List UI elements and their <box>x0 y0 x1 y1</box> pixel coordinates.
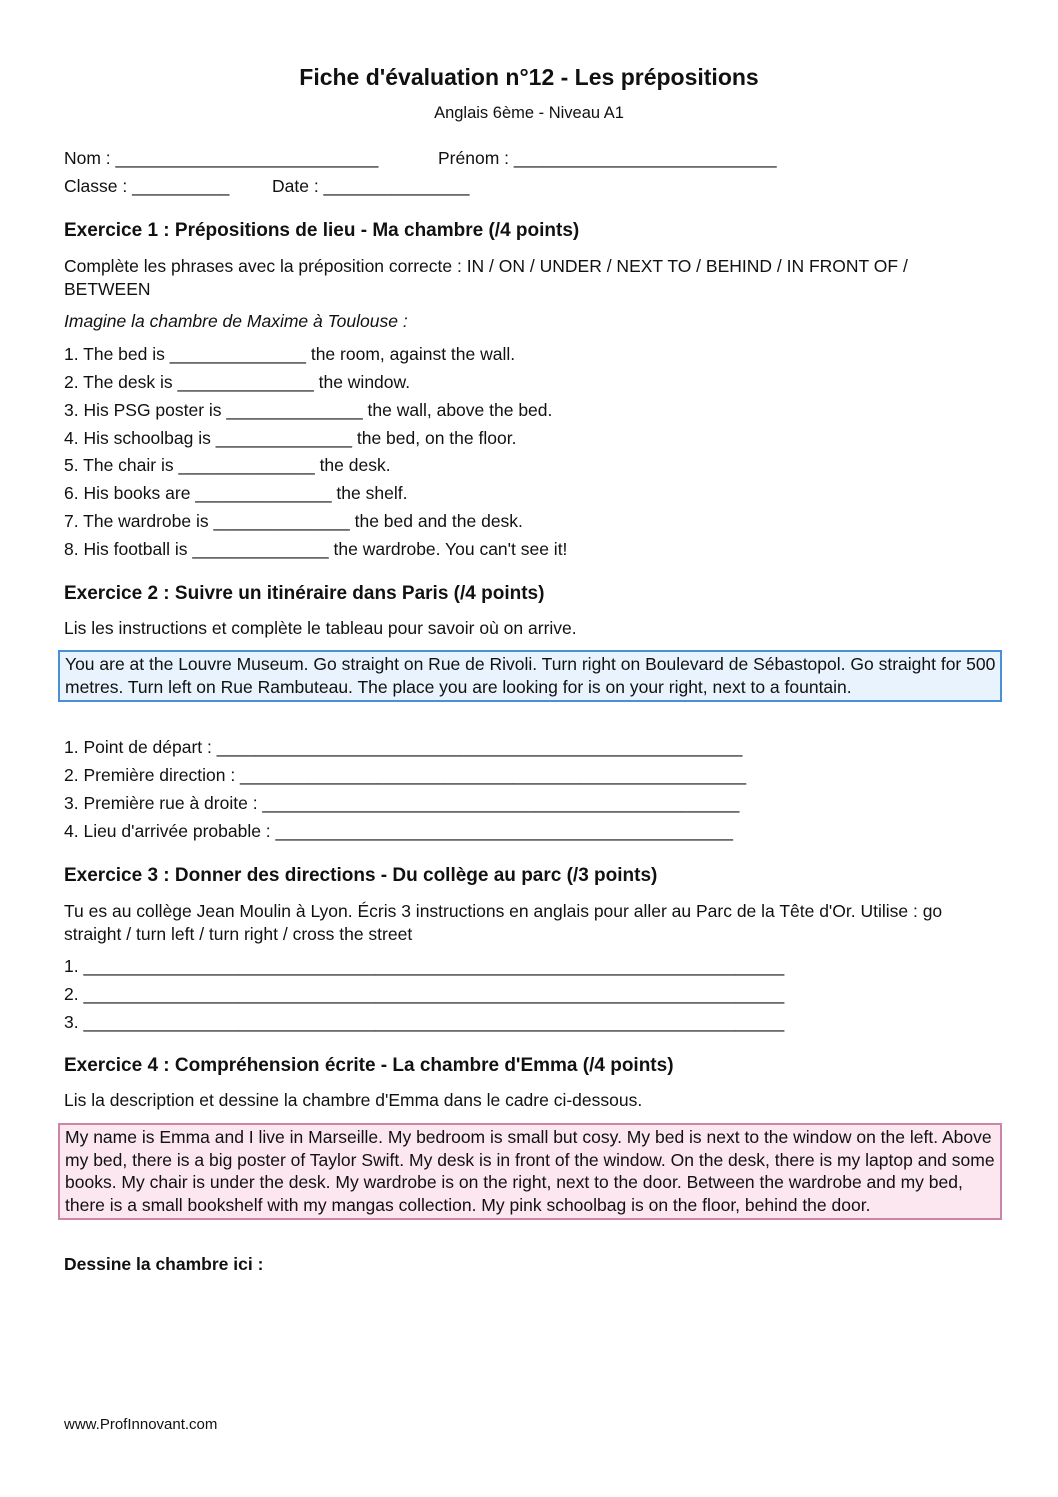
exercise1-item[interactable]: 1. The bed is ______________ the room, against the wall. <box>64 344 516 364</box>
exercise3-title: Exercice 3 : Donner des directions - Du collège au parc (/3 points) <box>64 865 658 886</box>
exercise1-context: Imagine la chambre de Maxime à Toulouse : <box>64 311 408 331</box>
prenom-field[interactable]: Prénom : ___________________________ <box>438 148 777 168</box>
exercise3-item[interactable]: 3. ________________________________________________________________________ <box>64 1012 785 1032</box>
exercise1-item[interactable]: 5. The chair is ______________ the desk. <box>64 455 391 475</box>
exercise3-instruction: Tu es au collège Jean Moulin à Lyon. Écris 3 instructions en anglais pour aller au Parc de la Tête d'Or. Utilise : go straight / turn left / turn right / cross the street <box>64 901 943 944</box>
exercise2-instruction: Lis les instructions et complète le tableau pour savoir où on arrive. <box>64 618 577 638</box>
exercise1-item[interactable]: 7. The wardrobe is ______________ the bed and the desk. <box>64 511 523 531</box>
exercise3-item[interactable]: 1. ________________________________________________________________________ <box>64 956 785 976</box>
exercise4-description-box: My name is Emma and I live in Marseille. My bedroom is small but cosy. My bed is next to the window on the left. Above my bed, there is a big poster of Taylor Swift. My desk is in front of the window. On the desk, there is my laptop and some books. My chair is under the desk. My wardrobe is on the right, next to the door. Between the wardrobe and my bed, there is a small bookshelf with my mangas collection. My pink schoolbag is on the floor, behind the door. <box>58 1123 1002 1220</box>
exercise4-instruction: Lis la description et dessine la chambre d'Emma dans le cadre ci-dessous. <box>64 1090 643 1110</box>
nom-field[interactable]: Nom : ___________________________ <box>64 148 379 168</box>
exercise4-title: Exercice 4 : Compréhension écrite - La chambre d'Emma (/4 points) <box>64 1055 674 1076</box>
classe-field[interactable]: Classe : __________ <box>64 176 230 196</box>
footer-website: www.ProfInnovant.com <box>64 1416 218 1433</box>
exercise3-item[interactable]: 2. ________________________________________________________________________ <box>64 984 785 1004</box>
exercise2-item[interactable]: 2. Première direction : ____________________________________________________ <box>64 765 747 785</box>
exercise1-item[interactable]: 8. His football is ______________ the wardrobe. You can't see it! <box>64 539 568 559</box>
exercise1-item[interactable]: 3. His PSG poster is ______________ the wall, above the bed. <box>64 400 553 420</box>
page-subtitle: Anglais 6ème - Niveau A1 <box>434 104 624 122</box>
exercise2-item[interactable]: 4. Lieu d'arrivée probable : _______________________________________________ <box>64 821 733 841</box>
exercise1-item[interactable]: 2. The desk is ______________ the window. <box>64 372 411 392</box>
exercise1-item[interactable]: 4. His schoolbag is ______________ the bed, on the floor. <box>64 428 517 448</box>
exercise1-title: Exercice 1 : Prépositions de lieu - Ma chambre (/4 points) <box>64 220 580 241</box>
page-title: Fiche d'évaluation n°12 - Les prépositions <box>299 64 759 90</box>
exercise2-item[interactable]: 3. Première rue à droite : _________________________________________________ <box>64 793 740 813</box>
exercise1-item[interactable]: 6. His books are ______________ the shelf. <box>64 483 408 503</box>
exercise1-instruction: Complète les phrases avec la préposition correcte : IN / ON / UNDER / NEXT TO / BEHIND / IN FRONT OF / BETWEEN <box>64 256 908 299</box>
exercise4-draw-label: Dessine la chambre ici : <box>64 1254 264 1274</box>
exercise2-directions-box: You are at the Louvre Museum. Go straight on Rue de Rivoli. Turn right on Boulevard de Sébastopol. Go straight for 500 metres. Turn left on Rue Rambuteau. The place you are looking for is on your right, next to a fountain. <box>58 650 1002 702</box>
drawing-area[interactable] <box>64 1285 994 1395</box>
exercise2-item[interactable]: 1. Point de départ : ______________________________________________________ <box>64 737 743 757</box>
exercise2-title: Exercice 2 : Suivre un itinéraire dans Paris (/4 points) <box>64 583 545 604</box>
date-field[interactable]: Date : _______________ <box>272 176 470 196</box>
